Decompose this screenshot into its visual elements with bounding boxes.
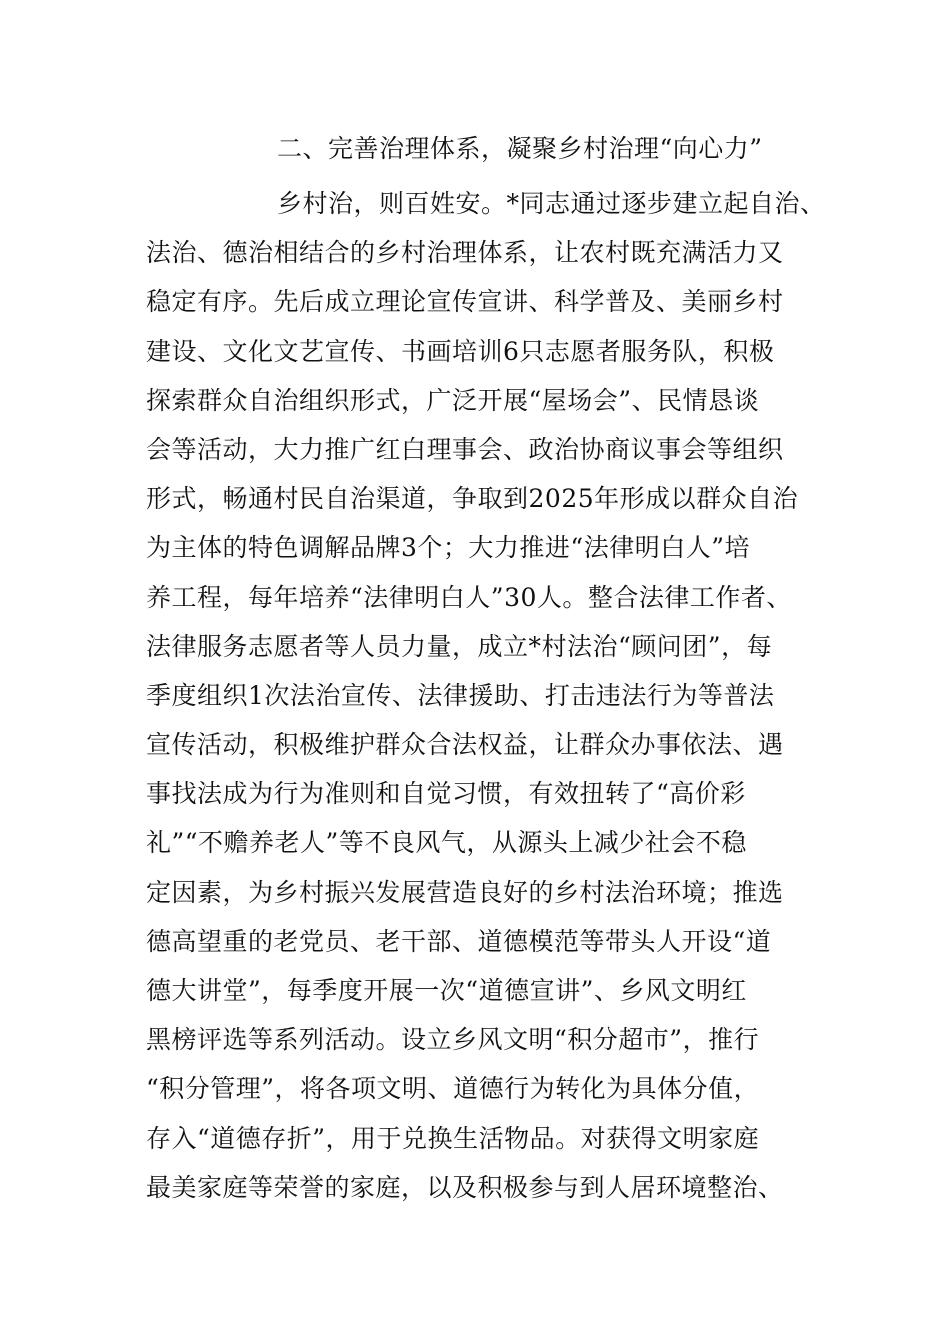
paragraph-line-21: 最美家庭等荣誉的家庭，以及积极参与到人居环境整治、 <box>146 1172 784 1202</box>
paragraph-line-19: “积分管理”，将各项文明、道德行为转化为具体分值， <box>146 1074 760 1104</box>
section-heading: 二、完善治理体系，凝聚乡村治理“向心力” <box>277 134 763 163</box>
paragraph-line-13: 事找法成为行为准则和自觉习惯，有效扭转了“高价彩 <box>146 779 746 809</box>
paragraph-line-12: 宣传活动，积极维护群众合法权益，让群众办事依法、遇 <box>146 730 784 760</box>
paragraph-line-17: 德大讲堂”，每季度开展一次“道德宣讲”、乡风文明红 <box>146 976 747 1005</box>
paragraph-line-6: 会等活动，大力推广红白理事会、政治协商议事会等组织 <box>146 434 784 464</box>
paragraph-line-16: 德高望重的老党员、老干部、道德模范等带头人开设“道 <box>146 926 772 956</box>
paragraph-line-2: 法治、德治相结合的乡村治理体系，让农村既充满活力又 <box>146 238 784 268</box>
paragraph-line-20: 存入“道德存折”，用于兑换生活物品。对获得文明家庭 <box>146 1123 760 1153</box>
paragraph-line-14: 礼”“不赡养老人”等不良风气，从源头上减少社会不稳 <box>146 828 747 858</box>
paragraph-line-5: 探索群众自治组织形式，广泛开展“屋场会”、民情恳谈 <box>146 385 760 415</box>
paragraph-line-7: 形式，畅通村民自治渠道，争取到2025年形成以群众自治 <box>146 484 799 514</box>
paragraph-line-4: 建设、文化文艺宣传、书画培训6只志愿者服务队，积极 <box>146 336 775 366</box>
paragraph-line-18: 黑榜评选等系列活动。设立乡风文明“积分超市”，推行 <box>146 1025 760 1055</box>
paragraph-line-11: 季度组织1次法治宣传、法律援助、打击违法行为等普法 <box>146 680 775 710</box>
paragraph-line-1: 乡村治，则百姓安。*同志通过逐步建立起自治、 <box>277 189 826 218</box>
body-paragraph <box>146 179 826 1212</box>
paragraph-line-3: 稳定有序。先后成立理论宣传宣讲、科学普及、美丽乡村 <box>146 287 784 317</box>
paragraph-line-10: 法律服务志愿者等人员力量，成立*村法治“顾问团”，每 <box>146 631 773 661</box>
paragraph-line-8: 为主体的特色调解品牌3个；大力推进“法律明白人”培 <box>146 533 750 563</box>
paragraph-line-9: 养工程，每年培养“法律明白人”30人。整合法律工作者、 <box>146 582 792 612</box>
paragraph-line-15: 定因素，为乡村振兴发展营造良好的乡村法治环境；推选 <box>146 877 784 907</box>
